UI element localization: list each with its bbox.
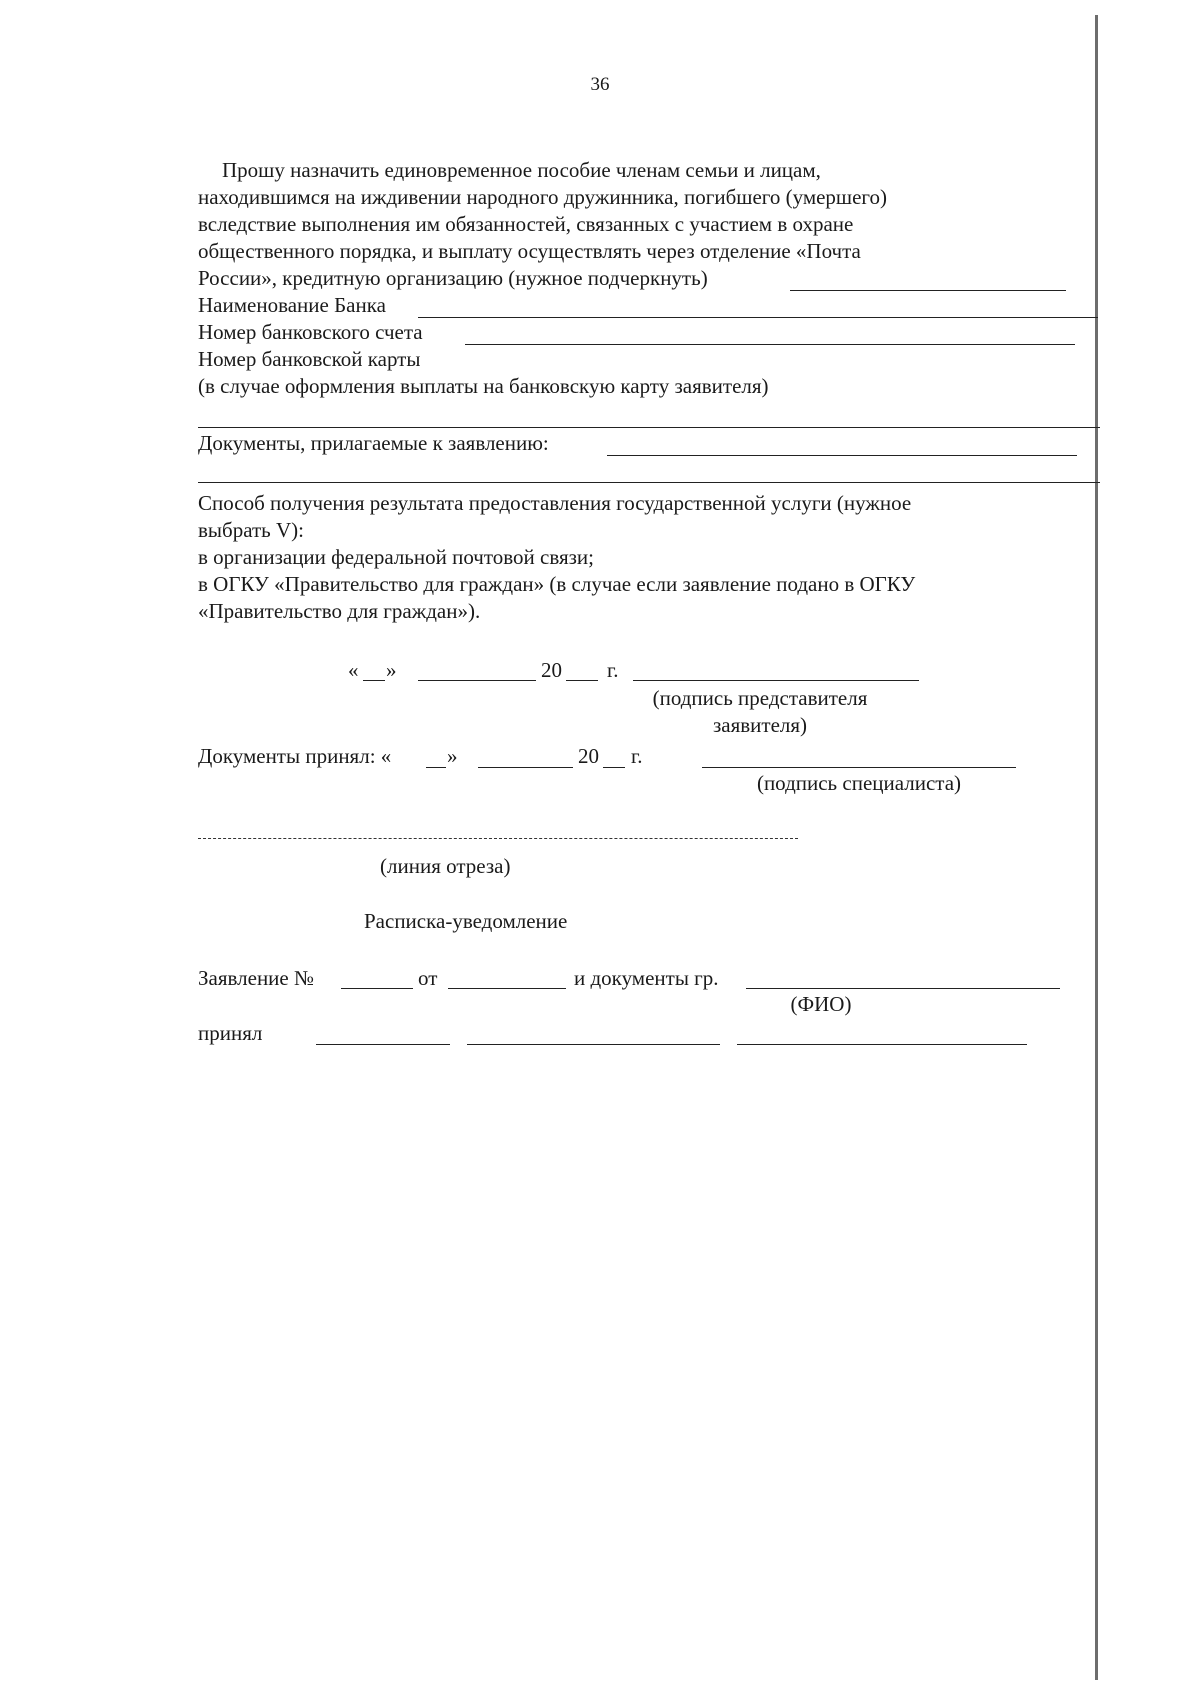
delivery-line-2: выбрать V): <box>198 518 304 542</box>
receipt-accepted-label: принял <box>198 1021 263 1045</box>
documents-field[interactable] <box>607 455 1077 456</box>
representative-signature-field[interactable] <box>633 680 919 681</box>
documents-label: Документы, прилагаемые к заявлению: <box>198 431 549 455</box>
credit-org-field[interactable] <box>790 290 1066 291</box>
bank-card-label: Номер банковской карты <box>198 347 421 371</box>
delivery-option-ogku-1: в ОГКУ «Правительство для граждан» (в случае если заявление подано в ОГКУ <box>198 572 916 596</box>
request-line-2: находившимся на иждивении народного дружинника, погибшего (умершего) <box>198 185 888 209</box>
receipt-title: Расписка-уведомление <box>364 909 568 933</box>
receipt-accepted-field-2[interactable] <box>467 1044 720 1045</box>
receipt-statement-label: Заявление № <box>198 966 315 990</box>
bank-card-field[interactable] <box>198 427 1100 428</box>
sign-year-prefix: 20 <box>541 658 562 682</box>
request-line-4: общественного порядка, и выплату осуществлять через отделение «Почта <box>198 239 861 263</box>
page-number: 36 <box>590 74 610 95</box>
receipt-date-field[interactable] <box>448 988 566 989</box>
sign-quote-open: « <box>348 658 359 682</box>
sign-quote-close: » <box>386 658 397 682</box>
receipt-docs-label: и документы гр. <box>574 966 719 990</box>
delivery-option-post: в организации федеральной почтовой связи; <box>198 545 595 569</box>
accepted-month-field[interactable] <box>478 767 573 768</box>
request-line-1: Прошу назначить единовременное пособие членам семьи и лицам, <box>222 158 821 182</box>
delivery-line-1: Способ получения результата предоставления государственной услуги (нужное <box>198 491 912 515</box>
scan-edge <box>1095 15 1098 1680</box>
bank-name-label: Наименование Банка <box>198 293 386 317</box>
accepted-year-field[interactable] <box>603 767 625 768</box>
receipt-from-label: от <box>418 966 438 990</box>
specialist-signature-field[interactable] <box>702 767 1016 768</box>
accepted-year-prefix: 20 <box>578 744 599 768</box>
representative-signature-caption-1: (подпись представителя <box>652 686 868 710</box>
bank-account-field[interactable] <box>465 344 1075 345</box>
bank-name-field[interactable] <box>418 317 1098 318</box>
specialist-signature-caption: (подпись специалиста) <box>756 771 962 795</box>
receipt-fio-caption: (ФИО) <box>790 992 852 1016</box>
receipt-statement-number-field[interactable] <box>341 988 413 989</box>
cut-line <box>198 838 798 839</box>
documents-field-2[interactable] <box>198 482 1100 483</box>
sign-year-suffix: г. <box>607 658 619 682</box>
sign-day-field[interactable] <box>363 680 385 681</box>
representative-signature-caption-2: заявителя) <box>712 713 808 737</box>
sign-year-field[interactable] <box>566 680 598 681</box>
accepted-label: Документы принял: « <box>198 744 392 768</box>
cut-line-label: (линия отреза) <box>380 854 511 878</box>
request-line-3: вследствие выполнения им обязанностей, связанных с участием в охране <box>198 212 854 236</box>
accepted-day-field[interactable] <box>426 767 446 768</box>
receipt-accepted-field-1[interactable] <box>316 1044 450 1045</box>
receipt-accepted-field-3[interactable] <box>737 1044 1027 1045</box>
accepted-year-suffix: г. <box>631 744 643 768</box>
bank-card-note: (в случае оформления выплаты на банковскую карту заявителя) <box>198 374 769 398</box>
bank-account-label: Номер банковского счета <box>198 320 423 344</box>
receipt-fio-field[interactable] <box>746 988 1060 989</box>
sign-month-field[interactable] <box>418 680 536 681</box>
delivery-option-ogku-2: «Правительство для граждан»). <box>198 599 481 623</box>
accepted-quote-close: » <box>447 744 458 768</box>
request-line-5: России», кредитную организацию (нужное подчеркнуть) <box>198 266 708 290</box>
